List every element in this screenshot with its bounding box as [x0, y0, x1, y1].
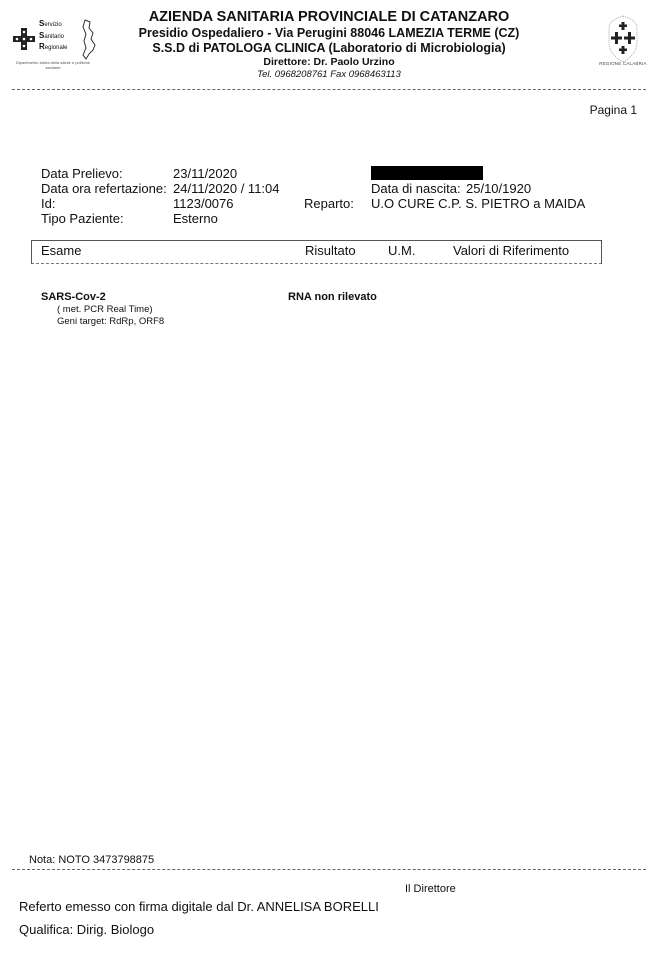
- tipo-paziente-value: Esterno: [173, 211, 218, 226]
- digital-signature-line: Referto emesso con firma digitale dal Dr. ANNELISA BORELLI: [19, 899, 379, 914]
- data-refertazione-label: Data ora refertazione:: [41, 181, 167, 196]
- exam-result: RNA non rilevato: [288, 291, 377, 303]
- page-number: Pagina 1: [589, 103, 637, 117]
- data-refertazione-value: 24/11/2020 / 11:04: [173, 181, 280, 196]
- ssr-logo-caption: Dipartimento tutela della salute e politiche sanitarie: [15, 60, 91, 70]
- direttore-label: Il Direttore: [405, 883, 456, 895]
- org-title: AZIENDA SANITARIA PROVINCIALE DI CATANZARO: [148, 9, 510, 25]
- director-line: Direttore: Dr. Paolo Urzino: [263, 56, 395, 68]
- data-prelievo-label: Data Prelievo:: [41, 166, 123, 181]
- exam-name: SARS-Cov-2: [41, 291, 106, 303]
- presidio-line: Presidio Ospedaliero - Via Perugini 88046 LAMEZIA TERME (CZ): [138, 26, 520, 40]
- tipo-paziente-label: Tipo Paziente:: [41, 211, 124, 226]
- data-prelievo-value: 23/11/2020: [173, 166, 238, 181]
- id-label: Id:: [41, 196, 56, 211]
- exam-method: ( met. PCR Real Time): [57, 304, 153, 315]
- emblem-caption: REGIONE CALABRIA: [599, 61, 647, 66]
- redacted-patient-name: [371, 166, 483, 180]
- col-risultato: Risultato: [305, 243, 356, 258]
- contacts-line: Tel. 0968208761 Fax 0968463113: [257, 69, 401, 80]
- reparto-value: U.O CURE C.P. S. PIETRO a MAIDA: [371, 196, 586, 211]
- ssd-line: S.S.D di PATOLOGA CLINICA (Laboratorio di Microbiologia): [152, 41, 506, 55]
- header-divider: [12, 89, 646, 90]
- qualifica-line: Qualifica: Dirig. Biologo: [19, 922, 155, 937]
- ssr-logo-text: Servizio Sanitario Regionale: [39, 19, 68, 51]
- footer-divider: [12, 869, 646, 870]
- col-um: U.M.: [388, 243, 416, 258]
- col-valori-riferimento: Valori di Riferimento: [453, 243, 570, 258]
- exam-target-genes: Geni target: RdRp, ORF8: [57, 316, 165, 327]
- data-nascita-label: Data di nascita:: [371, 181, 461, 196]
- regione-calabria-emblem-icon: [604, 14, 642, 66]
- data-nascita-value: 25/10/1920: [466, 181, 532, 196]
- col-esame: Esame: [41, 243, 82, 258]
- reparto-label: Reparto:: [304, 196, 354, 211]
- id-value: 1123/0076: [173, 196, 234, 211]
- nota-line: Nota: NOTO 3473798875: [29, 854, 155, 866]
